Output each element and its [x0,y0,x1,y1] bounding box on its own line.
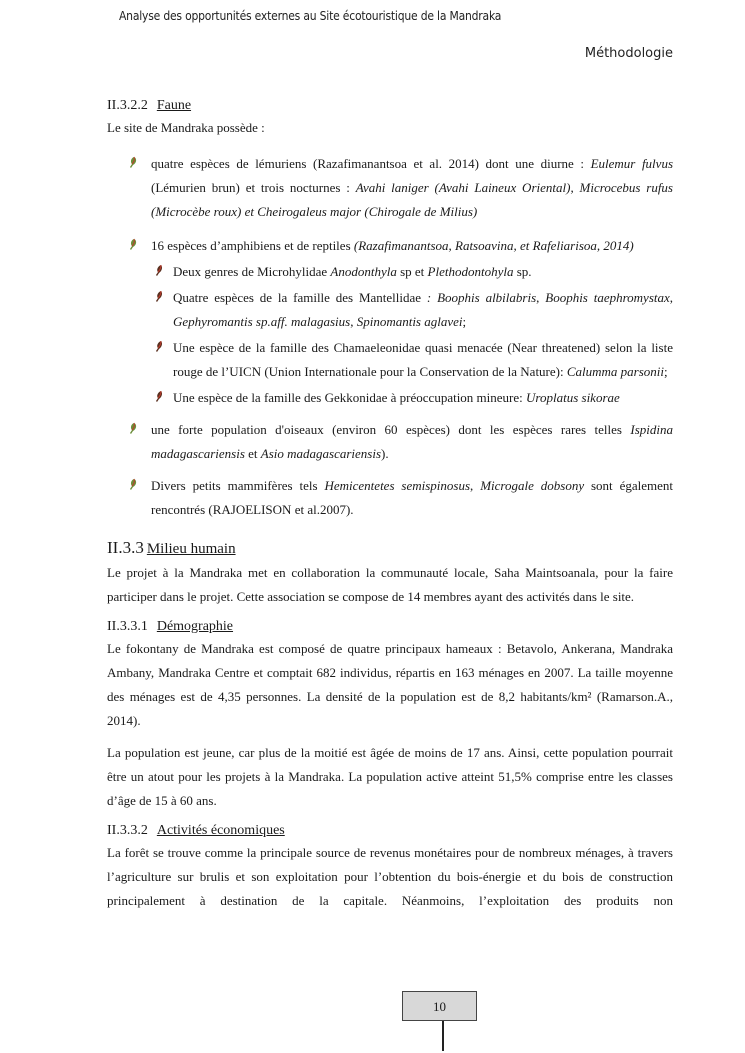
heading-number: II.3.3.2 [107,823,148,838]
leaf-bullet-icon [128,422,138,436]
heading-demographie [107,617,673,637]
leaf-bullet-icon [128,478,138,492]
page-number: 10 [433,999,446,1014]
list-item: 16 espèces d’amphibiens et de reptiles (Razafimanantsoa, Ratsoavina, et Rafeliarisoa, 2014) [107,234,673,258]
list-item: une forte population d'oiseaux (environ 60 espèces) dont les espèces rares telles Ispidina madagascariensis et Asio madagascariensis). [107,418,673,466]
leaf-bullet-icon [154,390,164,404]
page-number-line [442,1021,444,1051]
heading-title: Milieu humain [146,541,236,557]
sub-list-item: Deux genres de Microhylidae Anodonthyla sp et Plethodontohyla sp. [107,260,673,284]
heading-faune [107,96,673,116]
heading-number: II.3.2.2 [107,98,148,113]
leaf-bullet-icon [154,340,164,354]
activites-paragraph: La forêt se trouve comme la principale source de revenus monétaires pour de nombreux ménages, à travers l’agriculture sur brulis et son exploitation pour l’obtention du bois-énergie et du bois de construction principalement à destination de la capitale. Néanmoins, l’exploitation des produits non [107,845,673,908]
leaf-bullet-icon [154,290,164,304]
heading-number: II.3.3 [107,538,144,557]
milieu-paragraph: Le projet à la Mandraka met en collaboration la communauté locale, Saha Maintsoanala, pour la faire participer dans le projet. Cette association se compose de 14 membres ayant des activités dans le site. [107,565,673,604]
heading-milieu-humain [107,536,673,561]
heading-title: Faune [156,98,192,113]
list-item: quatre espèces de lémuriens (Razafimanantsoa et al. 2014) dont une diurne : Eulemur fulvus (Lémurien brun) et trois nocturnes : Avahi laniger (Avahi Laineux Oriental), Microcebus rufus (Microcèbe roux) et Cheirogaleus major (Chirogale de Milius) [107,152,673,224]
heading-activites [107,821,673,841]
heading-title: Démographie [156,619,234,634]
leaf-bullet-icon [154,264,164,278]
heading-title: Activités économiques [156,823,285,838]
sub-list-item: Quatre espèces de la famille des Mantellidae : Boophis albilabris, Boophis taephromystax, Gephyromantis sp.aff. malagasius, Spinomantis aglavei; [107,286,673,334]
page-content [107,96,673,913]
page-number-box [402,991,477,1021]
leaf-bullet-icon [128,156,138,170]
faune-list [107,152,673,522]
list-item: Divers petits mammifères tels Hemicentetes semispinosus, Microgale dobsony sont également rencontrés (RAJOELISON et al.2007). [107,474,673,522]
demographie-paragraph-1: Le fokontany de Mandraka est composé de quatre principaux hameaux : Betavolo, Ankerana, Mandraka Ambany, Mandraka Centre et comptait 682 individus, répartis en 163 ménages en 2007. La taille moyenne des ménages est de 4,35 personnes. La densité de la population est de 8,2 habitants/km² (Ramarson.A., 2014). [107,641,673,728]
faune-intro: Le site de Mandraka possède : [107,120,265,135]
sub-list-item: Une espèce de la famille des Chamaeleonidae quasi menacée (Near threatened) selon la liste rouge de l’UICN (Union Internationale pour la Conservation de la Nature): Calumma parsonii; [107,336,673,384]
leaf-bullet-icon [128,238,138,252]
sub-list-item: Une espèce de la famille des Gekkonidae à préoccupation mineure: Uroplatus sikorae [107,386,673,410]
running-title: Analyse des opportunités externes au Site écotouristique de la Mandraka [119,9,502,23]
demographie-paragraph-2: La population est jeune, car plus de la moitié est âgée de moins de 17 ans. Ainsi, cette population pourrait être un atout pour les projets à la Mandraka. La population active atteint 51,5% comprise entre les classes d’âge de 15 à 60 ans. [107,745,673,808]
section-tag: Méthodologie [584,46,673,61]
heading-number: II.3.3.1 [107,619,148,634]
